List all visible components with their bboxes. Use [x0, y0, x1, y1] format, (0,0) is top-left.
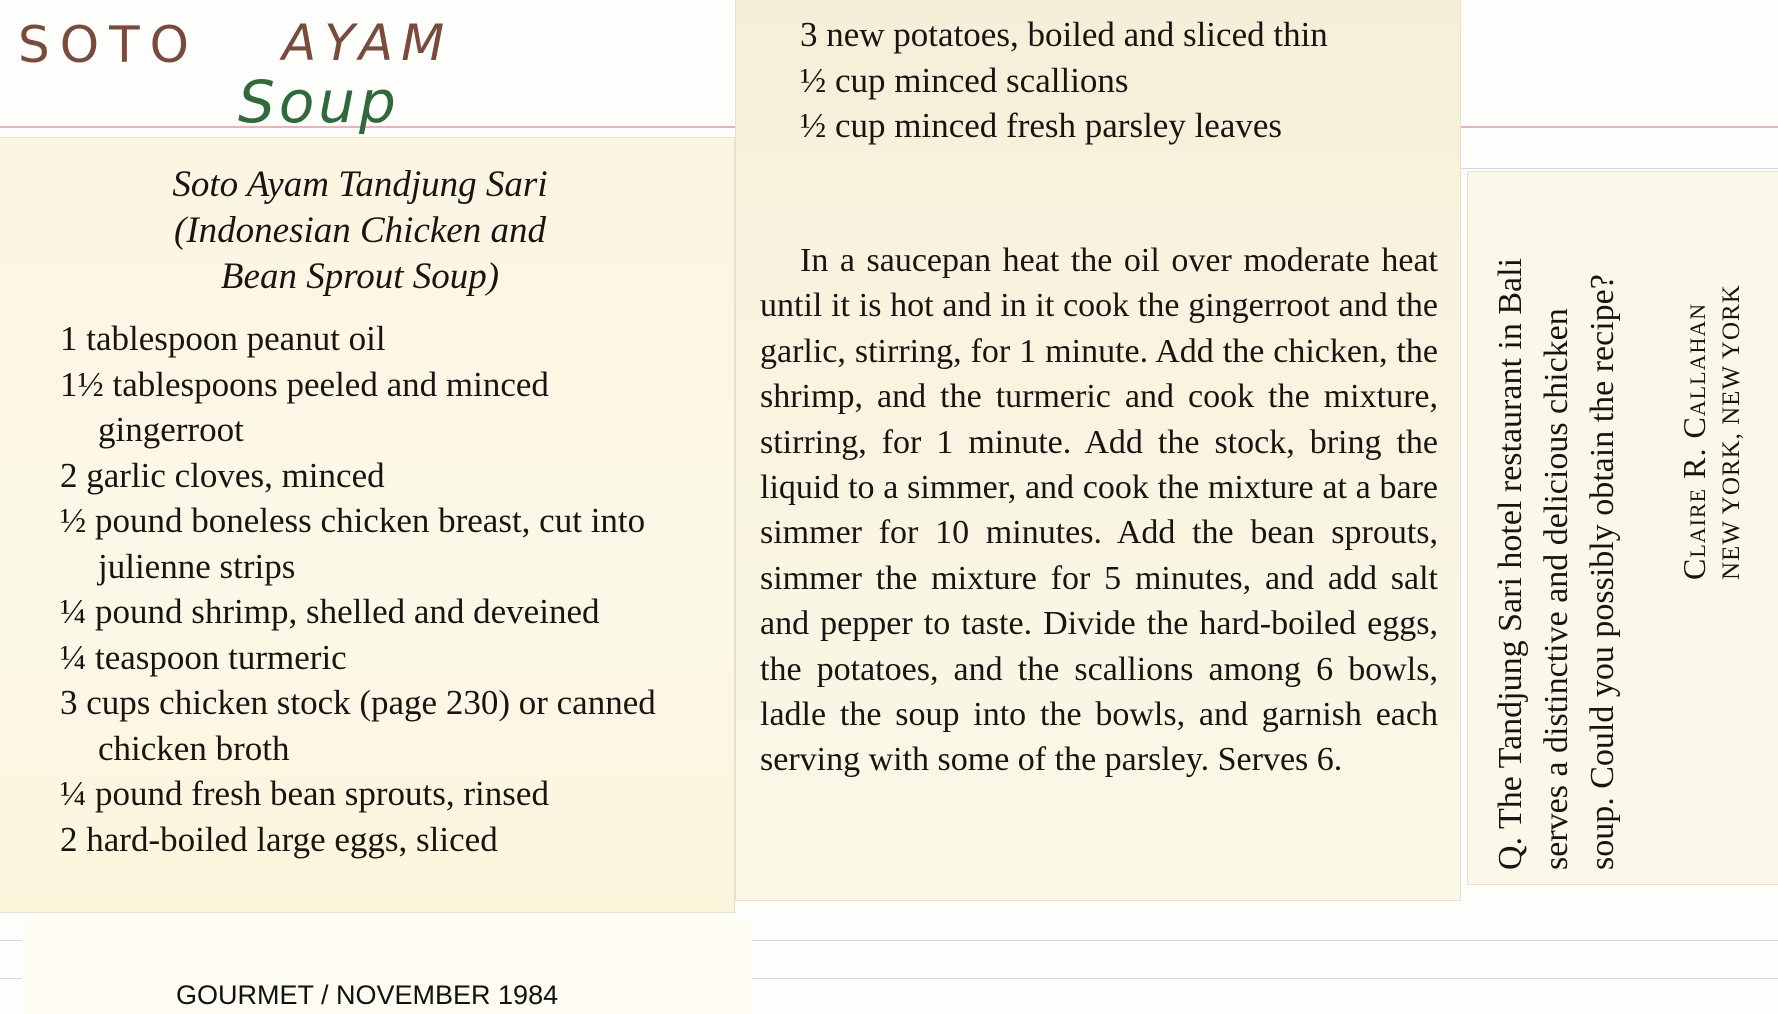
handwritten-title-ayam: AYAM — [282, 14, 453, 72]
ingredient-item: 1½ tablespoons peeled and minced gingerroot — [60, 364, 549, 449]
ingredient-item: 2 hard-boiled large eggs, sliced — [60, 819, 498, 859]
ingredient-item: ¼ teaspoon turmeric — [60, 637, 347, 677]
ingredient-item: ½ cup minced scallions — [800, 60, 1129, 100]
reader-location: NEW YORK, NEW YORK — [1718, 284, 1745, 580]
ingredient-item: ¼ pound fresh bean sprouts, rinsed — [60, 774, 549, 813]
reader-name: Claire R. Callahan — [1676, 302, 1712, 580]
recipe-title — [120, 162, 600, 300]
ingredient-item: 1 tablespoon peanut oil — [60, 319, 386, 358]
reader-letter-rotated — [1480, 190, 1760, 880]
handwritten-title-soup: Soup — [238, 68, 400, 136]
source-credit: GOURMET / NOVEMBER 1984 — [176, 980, 559, 1010]
reader-question: Q. The Tandjung Sari hotel restaurant in Bali serves a distinctive and delicious chicken soup. Could you possibly obtain the recipe? — [1492, 257, 1621, 870]
recipe-method: In a saucepan heat the oil over moderate heat until it is hot and in it cook the gingerroot and the garlic, stirring, for 1 minute. Add the chicken, the shrimp, and the turmeric and cook the mixture, stirring, for 1 minute. Add the stock, bring the liquid to a simmer, and cook the mixture at a bare simmer for 10 minutes. Add the bean sprouts, simmer the mixture for 5 minutes, and add salt and pepper to taste. Divide the hard-boiled eggs, the potatoes, and the scallions among 6 bowls, ladle the soup into the bowls, and garnish each serving with some of the parsley. Serves 6. — [760, 242, 1438, 779]
ingredient-item: ½ cup minced fresh parsley leaves — [800, 106, 1283, 145]
recipe-title-line: Soto Ayam Tandjung Sari — [172, 164, 548, 205]
ingredient-item: ½ pound boneless chicken breast, cut into julienne strips — [60, 501, 646, 586]
ingredient-item: 3 new potatoes, boiled and sliced thin — [800, 15, 1328, 54]
recipe-title-line: (Indonesian Chicken and — [174, 210, 546, 251]
ingredient-list — [60, 316, 700, 862]
reader-letter — [1480, 190, 1760, 880]
ingredient-item: ¼ pound shrimp, shelled and deveined — [60, 592, 600, 631]
ingredient-item: 3 cups chicken stock (page 230) or canned chicken broth — [60, 683, 656, 768]
handwritten-title-soto: SOTO — [18, 16, 199, 74]
ingredient-item: 2 garlic cloves, minced — [60, 455, 385, 495]
recipe-title-line: Bean Sprout Soup) — [220, 256, 500, 297]
ingredient-list-continued — [800, 12, 1420, 149]
